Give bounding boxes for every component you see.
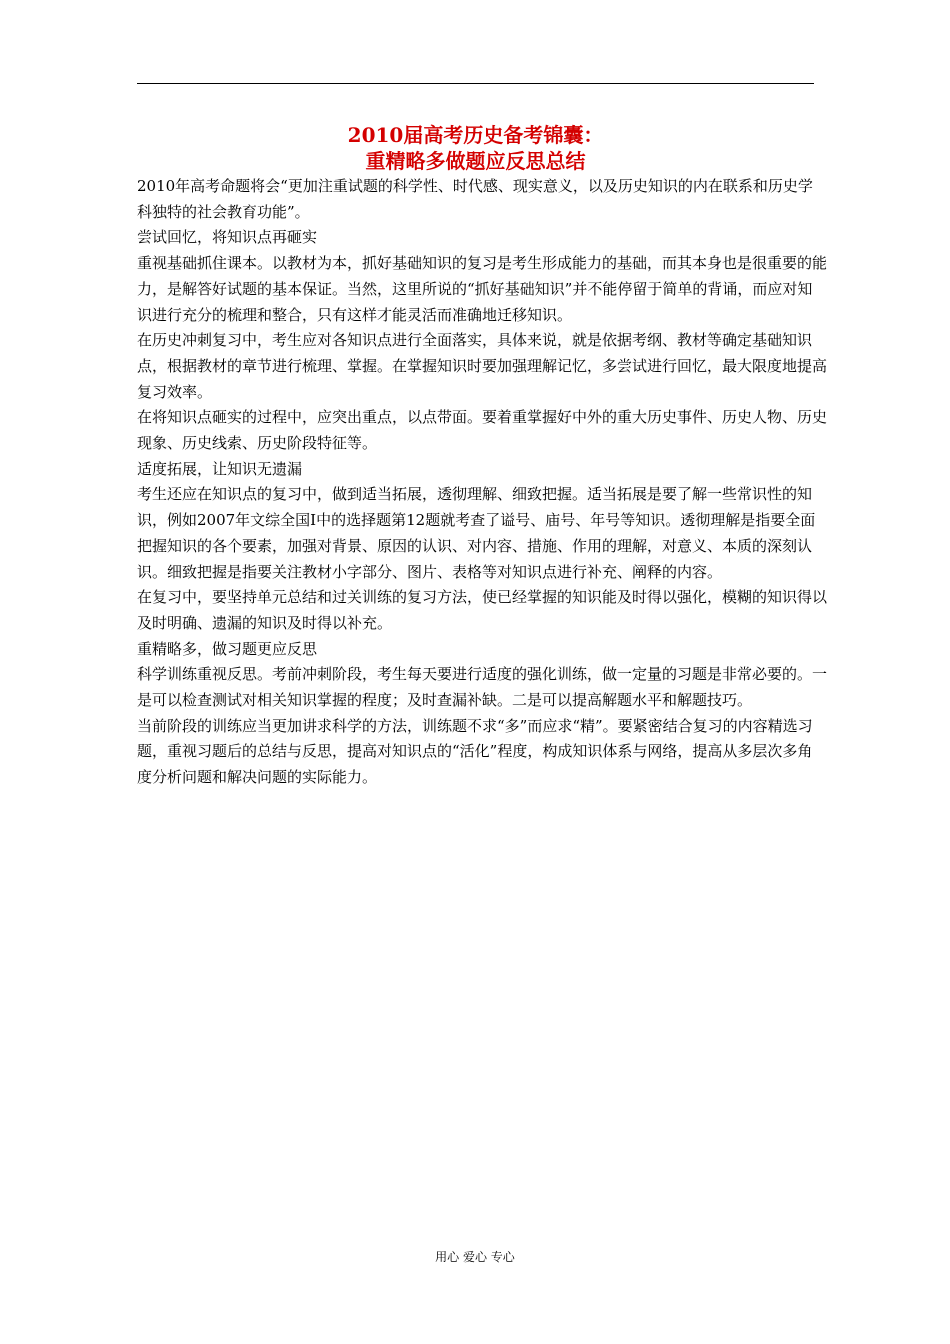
paragraph: 考生还应在知识点的复习中，做到适当拓展，透彻理解、细致把握。适当拓展是要了解一些常识性的知识，例如2007年文综全国I中的选择题第12题就考查了谥号、庙号、年号等知识。透彻理解是指要全面把握知识的各个要素，加强对背景、原因的认识、对内容、措施、作用的理解，对意义、本质的深刻认识。细致把握是指要关注教材小字部分、图片、表格等对知识点进行补充、阐释的内容。 [137, 485, 816, 581]
section-heading-expand: 适度拓展，让知识无遗漏 [137, 459, 303, 478]
paragraph: 重视基础抓住课本。以教材为本，抓好基础知识的复习是考生形成能力的基础，而其本身也是很重要的能力，是解答好试题的基本保证。当然，这里所说的“抓好基础知识”并不能停留于简单的背诵，而应对知识进行充分的梳理和整合，只有这样才能灵活而准确地迁移知识。 [137, 254, 828, 324]
document-body [137, 174, 827, 791]
title-line-1: 2010届高考历史备考锦囊： [347, 123, 604, 147]
header-rule [137, 83, 814, 84]
section-heading-recall: 尝试回忆，将知识点再砸实 [137, 228, 318, 247]
section-heading-practice: 重精略多，做习题更应反思 [137, 639, 318, 658]
title-line-2: 重精略多做题应反思总结 [365, 149, 586, 173]
paragraph: 当前阶段的训练应当更加讲求科学的方法，训练题不求“多”而应求“精”。要紧密结合复习的内容精选习题，重视习题后的总结与反思，提高对知识点的“活化”程度，构成知识体系与网络，提高从多层次多角度分析问题和解决问题的实际能力。 [137, 716, 813, 787]
paragraph-intro: 2010年高考命题将会“更加注重试题的科学性、时代感、现实意义，以及历史知识的内在联系和历史学科独特的社会教育功能”。 [137, 177, 813, 221]
paragraph: 在历史冲刺复习中，考生应对各知识点进行全面落实，具体来说，就是依据考纲、教材等确定基础知识点，根据教材的章节进行梳理、掌握。在掌握知识时要加强理解记忆，多尝试进行回忆，最大限度地提高复习效率。 [137, 331, 828, 401]
paragraph: 在复习中，要坚持单元总结和过关训练的复习方法，使已经掌握的知识能及时得以强化，模糊的知识得以及时明确、遗漏的知识及时得以补充。 [137, 588, 828, 632]
paragraph: 在将知识点砸实的过程中，应突出重点，以点带面。要着重掌握好中外的重大历史事件、历史人物、历史现象、历史线索、历史阶段特征等。 [137, 408, 828, 453]
paragraph: 科学训练重视反思。考前冲刺阶段，考生每天要进行适度的强化训练，做一定量的习题是非常必要的。一是可以检查测试对相关知识掌握的程度；及时查漏补缺。二是可以提高解题水平和解题技巧。 [137, 665, 828, 710]
document-title [137, 122, 814, 174]
page-footer: 用心 爱心 专心 [435, 1250, 515, 1264]
